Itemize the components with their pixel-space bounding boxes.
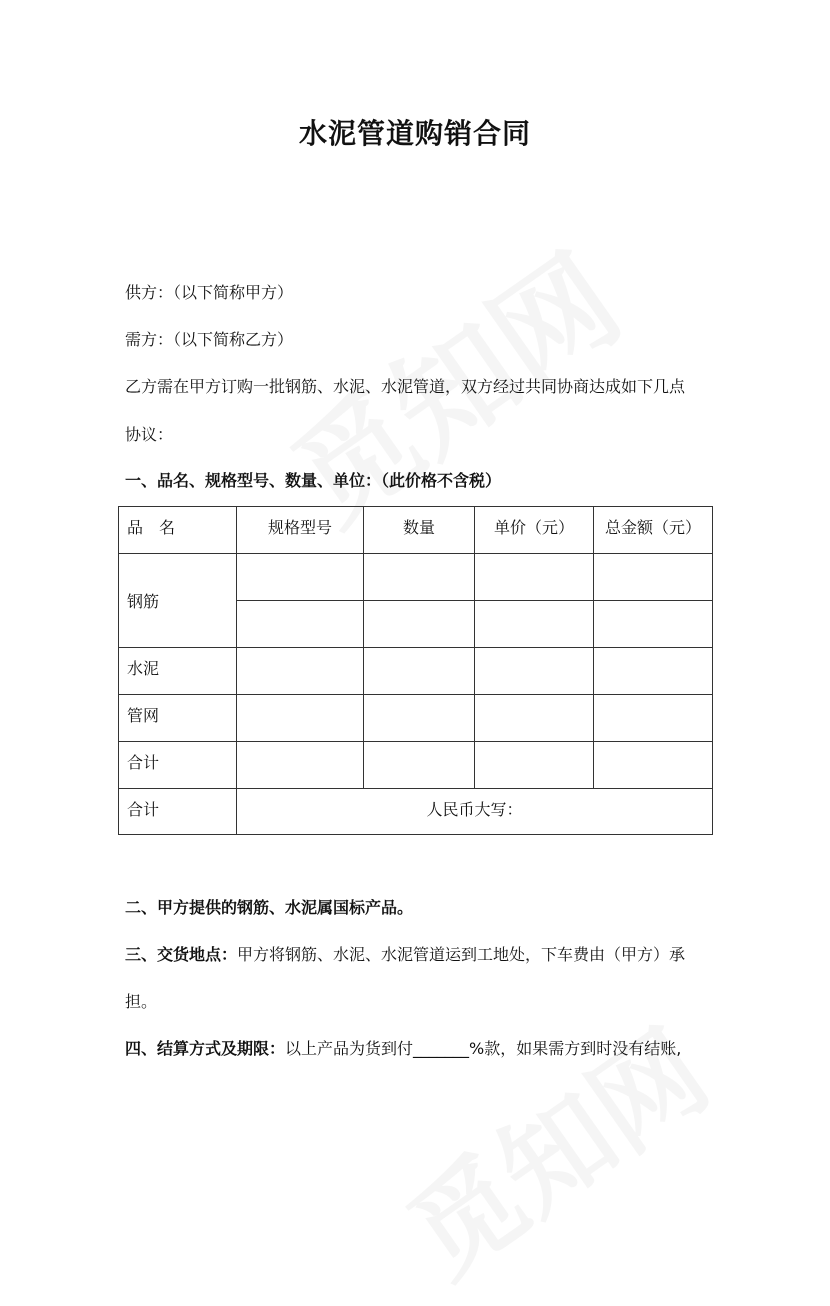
header-name: 品 名 — [119, 507, 237, 554]
rmb-uppercase-cell: 人民币大写： — [237, 789, 713, 835]
intro-line-1: 乙方需在甲方订购一批钢筋、水泥、水泥管道，双方经过共同协商达成如下几点 — [125, 377, 686, 396]
row-label-cement: 水泥 — [119, 648, 237, 695]
supplier-line: 供方：（以下简称甲方） — [125, 283, 294, 302]
buyer-line: 需方：（以下简称乙方） — [125, 330, 294, 349]
cell-spec — [237, 554, 364, 601]
cell-spec — [237, 742, 364, 789]
section4-label: 四、结算方式及期限： — [125, 1039, 286, 1058]
table-row — [119, 695, 713, 742]
row-label-total: 合计 — [119, 789, 237, 835]
section3-cont: 担。 — [125, 992, 158, 1011]
cell-spec — [237, 601, 364, 648]
header-unit-price: 单价（元） — [475, 507, 594, 554]
cell-total — [594, 648, 713, 695]
cell-qty — [364, 742, 475, 789]
row-label-rebar: 钢筋 — [119, 554, 237, 648]
header-spec: 规格型号 — [237, 507, 364, 554]
cell-spec — [237, 695, 364, 742]
cell-unit-price — [475, 554, 594, 601]
header-total-amount: 总金额（元） — [594, 507, 713, 554]
cell-unit-price — [475, 648, 594, 695]
cell-total — [594, 695, 713, 742]
table-total-row — [119, 789, 713, 835]
cell-spec — [237, 648, 364, 695]
cell-qty — [364, 601, 475, 648]
header-qty: 数量 — [364, 507, 475, 554]
section1-heading: 一、品名、规格型号、数量、单位：（此价格不含税） — [125, 471, 502, 490]
intro-line-2: 协议： — [125, 425, 174, 444]
cell-qty — [364, 695, 475, 742]
section3 — [125, 942, 685, 965]
table-row — [119, 648, 713, 695]
cell-total — [594, 742, 713, 789]
cell-unit-price — [475, 601, 594, 648]
section3-text: 甲方将钢筋、水泥、水泥管道运到工地处，下车费由（甲方）承 — [237, 945, 686, 964]
cell-qty — [364, 648, 475, 695]
section3-label: 三、交货地点： — [125, 945, 238, 964]
row-label-pipe: 管网 — [119, 695, 237, 742]
contract-title: 水泥管道购销合同 — [298, 117, 531, 150]
section4 — [125, 1036, 681, 1059]
cell-total — [594, 601, 713, 648]
table-row — [119, 554, 713, 601]
table-row — [119, 742, 713, 789]
section4-text: 以上产品为货到付_______%款，如果需方到时没有结账, — [285, 1039, 682, 1058]
cell-unit-price — [475, 742, 594, 789]
product-table — [118, 506, 713, 835]
cell-total — [594, 554, 713, 601]
table-header-row — [119, 507, 713, 554]
cell-unit-price — [475, 695, 594, 742]
row-label-subtotal: 合计 — [119, 742, 237, 789]
section2: 二、甲方提供的钢筋、水泥属国标产品。 — [125, 898, 414, 917]
cell-qty — [364, 554, 475, 601]
